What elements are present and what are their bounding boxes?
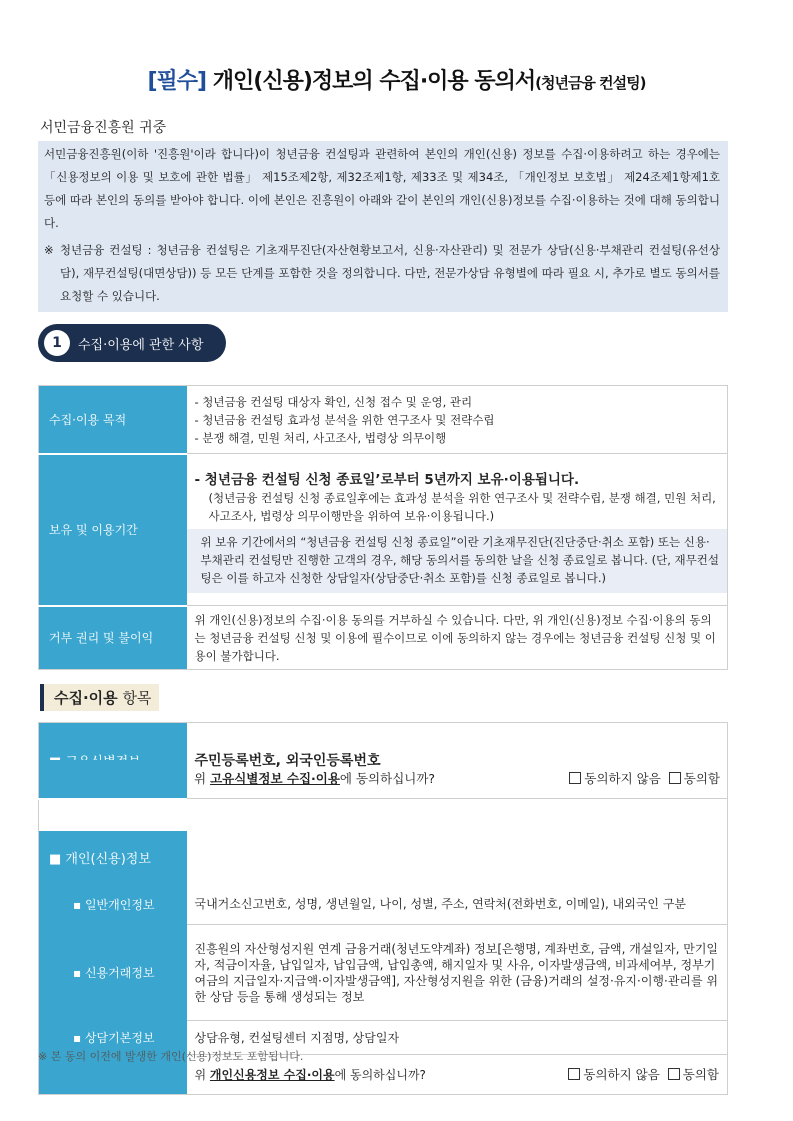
purpose-label: 수집·이용 목적	[39, 386, 187, 454]
section1-header	[38, 324, 226, 362]
credit-info-label: ▪ 신용거래정보	[39, 925, 187, 1021]
purpose-item: - 분쟁 해결, 민원 처리, 사고조사, 법령상 의무이행	[194, 430, 447, 445]
unique-id-items: 주민등록번호, 외국인등록번호	[187, 723, 728, 799]
page-title	[0, 64, 793, 95]
unique-id-agree-label: 동의함	[683, 771, 720, 786]
general-info-label: ▪ 일반개인정보	[39, 885, 187, 925]
section2-bold: 수집·이용	[54, 689, 118, 707]
unique-id-consent-subject: 고유식별정보 수집·이용	[210, 771, 340, 786]
intro-paragraph: 서민금융진흥원(이하 '진흥원'이라 합니다)이 청년금융 컨설팅과 관련하여 본인의 개인(신용) 정보를 수집·이용하려고 하는 경우에는 「신용정보의 이용 및 보호에 관한 법률」 제15조제2항, 제32조제1항, 제33조 및 제34조, 「개인정보 보호법」 제24조제1항제1호 등에 따라 본인의 동의를 받아야 합니다. 이에 본인은 진흥원이 아래와 같이 본인의 개인(신용)정보를 수집·이용하는 것에 대해 동의합니다.	[44, 147, 720, 230]
personal-agree-checkbox[interactable]	[668, 1068, 680, 1080]
retention-content	[187, 454, 728, 606]
purpose-list	[187, 386, 728, 454]
personal-disagree-checkbox[interactable]	[568, 1068, 580, 1080]
unique-id-disagree-checkbox[interactable]	[569, 772, 581, 784]
refusal-text: 위 개인(신용)정보의 수집·이용 동의를 거부하실 수 있습니다. 다만, 위 개인(신용)정보 수집·이용의 동의는 청년금융 컨설팅 신청 및 이용에 필수이므로 이에 동의하지 않는 경우에는 청년금융 컨설팅 신청 및 이용이 불가합니다.	[194, 612, 716, 663]
personal-consent-subject: 개인신용정보 수집·이용	[209, 1067, 335, 1082]
unique-id-label-fill	[39, 760, 187, 798]
section2-rest: 항목	[117, 689, 152, 707]
personal-disagree-label: 동의하지 않음	[583, 1066, 660, 1082]
personal-agree-label: 동의함	[682, 1066, 719, 1082]
credit-info-items: 진흥원의 자산형성지원 연계 금융거래(청년도약계좌) 정보[은행명, 계좌번호, 금액, 개설일자, 만기일자, 적금이자율, 납입일자, 납입금액, 납입총액, 해지일자 및 사유, 이자발생금액, 비과세여부, 정부기여금의 지급일자·지급액·이자발생금액], 자산형성지원을 위한 (금융)거래의 설정·유지·이행·관리를 위한 상담 등을 통해 생성되는 정보	[187, 925, 728, 1021]
intro-box	[38, 141, 728, 312]
intro-note: ※ 청년금융 컨설팅 : 청년금융 컨설팅은 기초재무진단(자산현황보고서, 신용·자산관리) 및 전문가 상담(신용·부채관리 컨설팅(유선상담), 재무컨설팅(대면상담)) 등 모든 단계를 포함한 것을 정의합니다. 다만, 전문가상담 유형별에 따라 필요 시, 추가로 별도 동의서를 요청할 수 있습니다.	[44, 243, 720, 303]
title-sub: (청년금융 컨설팅)	[535, 74, 646, 92]
retention-label: 보유 및 이용기간	[39, 454, 187, 606]
unique-id-consent-row: 위 고유식별정보 수집·이용에 동의하십니까? 동의하지 않음 동의함	[194, 771, 720, 786]
retention-note: 위 보유 기간에서의 “청년금융 컨설팅 신청 종료일”이란 기초재무진단(진단중단·취소 포함) 또는 신용·부채관리 컨설팅만 진행한 고객의 경우, 해당 동의서를 동의한 날을 신청 종료일로 봅니다. (단, 재무컨설팅은 이를 하고자 신청한 상담일자(상담중단·취소 포함)를 신청 종료일로 봅니다.)	[187, 529, 728, 593]
collection-table	[38, 385, 728, 670]
title-main: 개인(신용)정보의 수집·이용 동의서	[206, 69, 536, 94]
section2-header	[40, 684, 159, 711]
retention-detail: (청년금융 컨설팅 신청 종료일후에는 효과성 분석을 위한 연구조사 및 전략수립, 분쟁 해결, 민원 처리, 사고조사, 법령상 의무이행만을 위하여 보유·이용됩니다.)	[208, 490, 716, 523]
consult-info-label: ▪ 상담기본정보	[39, 1021, 187, 1055]
recipient: 서민금융진흥원 귀중	[40, 120, 167, 136]
purpose-item: - 청년금융 컨설팅 효과성 분석을 위한 연구조사 및 전략수립	[194, 412, 495, 427]
retention-headline: - 청년금융 컨설팅 신청 종료일’로부터 5년까지 보유·이용됩니다.	[194, 471, 580, 488]
unique-id-disagree-label: 동의하지 않음	[584, 771, 661, 786]
unique-id-divider	[187, 798, 728, 799]
personal-consent-row: 위 개인신용정보 수집·이용에 동의하십니까? 동의하지 않음 동의함	[194, 1066, 719, 1082]
general-info-items: 국내거소신고번호, 성명, 생년월일, 나이, 성별, 주소, 연락처(전화번호, 이메일), 내외국인 구분	[187, 885, 728, 925]
section1-number: 1	[44, 330, 70, 356]
footer-note: ※ 본 동의 이전에 발생한 개인(신용)정보도 포함됩니다.	[38, 1050, 304, 1063]
purpose-item: - 청년금융 컨설팅 대상자 확인, 신청 접수 및 운영, 관리	[194, 394, 473, 409]
consult-info-items: 상담유형, 컨설팅센터 지점명, 상담일자	[187, 1021, 728, 1055]
section1-label: 수집·이용에 관한 사항	[78, 338, 204, 353]
unique-id-agree-checkbox[interactable]	[669, 772, 681, 784]
required-tag: [필수]	[147, 69, 207, 94]
refusal-label: 거부 권리 및 불이익	[39, 606, 187, 670]
personal-label: ■ 개인(신용)정보	[39, 831, 187, 885]
